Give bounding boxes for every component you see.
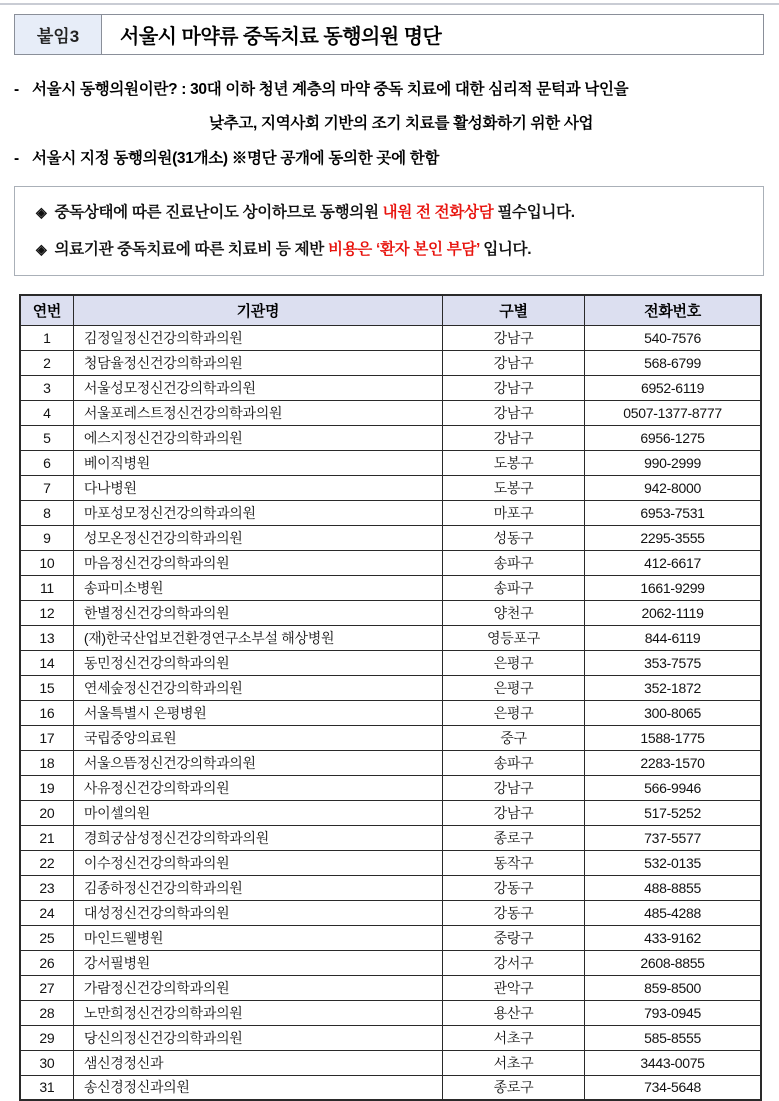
cell-number: 10 bbox=[20, 550, 73, 575]
table-row bbox=[20, 400, 761, 425]
table-row bbox=[20, 1000, 761, 1025]
cell-phone: 3443-0075 bbox=[585, 1050, 761, 1075]
col-header-phone: 전화번호 bbox=[585, 295, 761, 325]
cell-district: 서초구 bbox=[442, 1050, 584, 1075]
cell-district: 종로구 bbox=[442, 825, 584, 850]
table-row bbox=[20, 550, 761, 575]
table-row bbox=[20, 850, 761, 875]
cell-number: 27 bbox=[20, 975, 73, 1000]
cell-phone: 942-8000 bbox=[585, 475, 761, 500]
cell-phone: 6956-1275 bbox=[585, 425, 761, 450]
cell-phone: 300-8065 bbox=[585, 700, 761, 725]
cell-institution: 샘신경정신과 bbox=[73, 1050, 442, 1075]
table-row bbox=[20, 750, 761, 775]
cell-number: 17 bbox=[20, 725, 73, 750]
cell-institution: 마포성모정신건강의학과의원 bbox=[73, 500, 442, 525]
cell-phone: 2062-1119 bbox=[585, 600, 761, 625]
notice-1-pre: 중독상태에 따른 진료난이도 상이하므로 동행의원 bbox=[54, 204, 383, 221]
page-title: 서울시 마약류 중독치료 동행의원 명단 bbox=[120, 26, 442, 48]
title-band bbox=[14, 14, 764, 55]
notice-box bbox=[14, 186, 764, 276]
cell-number: 21 bbox=[20, 825, 73, 850]
cell-number: 5 bbox=[20, 425, 73, 450]
attachment-badge: 붙임3 bbox=[15, 15, 102, 54]
table-row bbox=[20, 975, 761, 1000]
cell-institution: 대성정신건강의학과의원 bbox=[73, 900, 442, 925]
cell-institution: 경희궁삼성정신건강의학과의원 bbox=[73, 825, 442, 850]
cell-district: 은평구 bbox=[442, 675, 584, 700]
dash-bullet: - bbox=[14, 81, 19, 98]
table-row bbox=[20, 525, 761, 550]
cell-number: 1 bbox=[20, 325, 73, 350]
cell-phone: 532-0135 bbox=[585, 850, 761, 875]
cell-district: 영등포구 bbox=[442, 625, 584, 650]
cell-district: 송파구 bbox=[442, 750, 584, 775]
cell-institution: 마인드웰병원 bbox=[73, 925, 442, 950]
cell-phone: 585-8555 bbox=[585, 1025, 761, 1050]
intro-bullet-2-text: 서울시 지정 동행의원(31개소) ※명단 공개에 동의한 곳에 한함 bbox=[32, 150, 440, 167]
table-row bbox=[20, 950, 761, 975]
table-row bbox=[20, 1075, 761, 1100]
cell-institution: 동민정신건강의학과의원 bbox=[73, 650, 442, 675]
cell-phone: 517-5252 bbox=[585, 800, 761, 825]
cell-district: 동작구 bbox=[442, 850, 584, 875]
clinic-table bbox=[19, 294, 762, 1101]
cell-district: 은평구 bbox=[442, 700, 584, 725]
cell-phone: 485-4288 bbox=[585, 900, 761, 925]
cell-district: 강남구 bbox=[442, 425, 584, 450]
cell-institution: 한별정신건강의학과의원 bbox=[73, 600, 442, 625]
cell-phone: 6952-6119 bbox=[585, 375, 761, 400]
table-row bbox=[20, 625, 761, 650]
cell-district: 강남구 bbox=[442, 350, 584, 375]
dash-bullet: - bbox=[14, 150, 19, 167]
notice-2-highlight: 비용은 ‘환자 본인 부담’ bbox=[327, 241, 480, 258]
cell-institution: 마이셀의원 bbox=[73, 800, 442, 825]
intro-bullet-1-text bbox=[32, 79, 628, 134]
notice-2-pre: 의료기관 중독치료에 따른 치료비 등 제반 bbox=[54, 241, 328, 258]
col-header-number: 연번 bbox=[20, 295, 73, 325]
cell-district: 중구 bbox=[442, 725, 584, 750]
intro-bullet-1-line-1: 서울시 동행의원이란? : 30대 이하 청년 계층의 마약 중독 치료에 대한 심리적 문턱과 낙인을 bbox=[32, 81, 629, 98]
cell-number: 3 bbox=[20, 375, 73, 400]
cell-district: 송파구 bbox=[442, 575, 584, 600]
cell-institution: 서울으뜸정신건강의학과의원 bbox=[73, 750, 442, 775]
cell-number: 23 bbox=[20, 875, 73, 900]
cell-phone: 6953-7531 bbox=[585, 500, 761, 525]
cell-district: 강남구 bbox=[442, 325, 584, 350]
cell-district: 송파구 bbox=[442, 550, 584, 575]
cell-number: 31 bbox=[20, 1075, 73, 1100]
cell-number: 6 bbox=[20, 450, 73, 475]
cell-number: 7 bbox=[20, 475, 73, 500]
table-row bbox=[20, 725, 761, 750]
cell-institution: 서울성모정신건강의학과의원 bbox=[73, 375, 442, 400]
table-row bbox=[20, 1050, 761, 1075]
cell-number: 30 bbox=[20, 1050, 73, 1075]
cell-district: 강동구 bbox=[442, 900, 584, 925]
cell-district: 성동구 bbox=[442, 525, 584, 550]
notice-line-2 bbox=[36, 239, 753, 260]
table-header-row bbox=[20, 295, 761, 325]
cell-number: 15 bbox=[20, 675, 73, 700]
notice-1-post: 필수입니다. bbox=[493, 204, 575, 221]
cell-number: 16 bbox=[20, 700, 73, 725]
notice-1-highlight: 내원 전 전화상담 bbox=[382, 204, 494, 221]
cell-institution: 노만희정신건강의학과의원 bbox=[73, 1000, 442, 1025]
cell-phone: 488-8855 bbox=[585, 875, 761, 900]
intro-bullet-1-line-2: 낮추고, 지역사회 기반의 조기 치료를 활성화하기 위한 사업 bbox=[209, 115, 594, 132]
cell-phone: 566-9946 bbox=[585, 775, 761, 800]
table-row bbox=[20, 500, 761, 525]
cell-phone: 990-2999 bbox=[585, 450, 761, 475]
cell-district: 용산구 bbox=[442, 1000, 584, 1025]
cell-phone: 737-5577 bbox=[585, 825, 761, 850]
cell-phone: 568-6799 bbox=[585, 350, 761, 375]
cell-phone: 540-7576 bbox=[585, 325, 761, 350]
cell-institution: (재)한국산업보건환경연구소부설 해상병원 bbox=[73, 625, 442, 650]
cell-number: 19 bbox=[20, 775, 73, 800]
cell-number: 14 bbox=[20, 650, 73, 675]
top-divider bbox=[0, 3, 779, 5]
cell-phone: 352-1872 bbox=[585, 675, 761, 700]
table-row bbox=[20, 800, 761, 825]
cell-district: 강남구 bbox=[442, 775, 584, 800]
cell-number: 4 bbox=[20, 400, 73, 425]
cell-number: 22 bbox=[20, 850, 73, 875]
cell-district: 강남구 bbox=[442, 400, 584, 425]
diamond-bullet-icon: ◈ bbox=[36, 241, 47, 257]
cell-district: 관악구 bbox=[442, 975, 584, 1000]
cell-institution: 김종하정신건강의학과의원 bbox=[73, 875, 442, 900]
cell-number: 29 bbox=[20, 1025, 73, 1050]
cell-number: 26 bbox=[20, 950, 73, 975]
diamond-bullet-icon: ◈ bbox=[36, 204, 47, 220]
cell-number: 25 bbox=[20, 925, 73, 950]
cell-number: 20 bbox=[20, 800, 73, 825]
table-row bbox=[20, 825, 761, 850]
table-row bbox=[20, 900, 761, 925]
cell-number: 13 bbox=[20, 625, 73, 650]
cell-institution: 마음정신건강의학과의원 bbox=[73, 550, 442, 575]
table-row bbox=[20, 675, 761, 700]
cell-number: 24 bbox=[20, 900, 73, 925]
intro-bullet-2 bbox=[14, 148, 765, 169]
table-row bbox=[20, 325, 761, 350]
cell-district: 강남구 bbox=[442, 800, 584, 825]
table-row bbox=[20, 350, 761, 375]
notice-line-1 bbox=[36, 202, 753, 223]
clinic-table-wrap bbox=[19, 294, 762, 1101]
cell-district: 종로구 bbox=[442, 1075, 584, 1100]
cell-institution: 청담율정신건강의학과의원 bbox=[73, 350, 442, 375]
table-row bbox=[20, 600, 761, 625]
cell-phone: 734-5648 bbox=[585, 1075, 761, 1100]
cell-phone: 859-8500 bbox=[585, 975, 761, 1000]
table-row bbox=[20, 875, 761, 900]
intro-bullet-1 bbox=[14, 79, 765, 134]
cell-phone: 1588-1775 bbox=[585, 725, 761, 750]
cell-phone: 433-9162 bbox=[585, 925, 761, 950]
cell-number: 9 bbox=[20, 525, 73, 550]
cell-institution: 국립중앙의료원 bbox=[73, 725, 442, 750]
intro-section bbox=[14, 79, 765, 169]
cell-institution: 서울포레스트정신건강의학과의원 bbox=[73, 400, 442, 425]
col-header-institution: 기관명 bbox=[73, 295, 442, 325]
cell-district: 도봉구 bbox=[442, 450, 584, 475]
cell-number: 11 bbox=[20, 575, 73, 600]
cell-institution: 다나병원 bbox=[73, 475, 442, 500]
cell-number: 28 bbox=[20, 1000, 73, 1025]
table-row bbox=[20, 375, 761, 400]
table-row bbox=[20, 450, 761, 475]
table-row bbox=[20, 650, 761, 675]
cell-institution: 사유정신건강의학과의원 bbox=[73, 775, 442, 800]
table-row bbox=[20, 1025, 761, 1050]
cell-district: 양천구 bbox=[442, 600, 584, 625]
cell-institution: 서울특별시 은평병원 bbox=[73, 700, 442, 725]
cell-phone: 793-0945 bbox=[585, 1000, 761, 1025]
cell-institution: 가람정신건강의학과의원 bbox=[73, 975, 442, 1000]
notice-2-post: 입니다. bbox=[479, 241, 532, 258]
cell-number: 12 bbox=[20, 600, 73, 625]
cell-district: 강남구 bbox=[442, 375, 584, 400]
cell-phone: 2608-8855 bbox=[585, 950, 761, 975]
cell-phone: 1661-9299 bbox=[585, 575, 761, 600]
cell-phone: 412-6617 bbox=[585, 550, 761, 575]
cell-phone: 844-6119 bbox=[585, 625, 761, 650]
cell-institution: 베이직병원 bbox=[73, 450, 442, 475]
cell-institution: 김정일정신건강의학과의원 bbox=[73, 325, 442, 350]
cell-phone: 2283-1570 bbox=[585, 750, 761, 775]
col-header-district: 구별 bbox=[442, 295, 584, 325]
table-row bbox=[20, 925, 761, 950]
cell-institution: 송신경정신과의원 bbox=[73, 1075, 442, 1100]
cell-institution: 에스지정신건강의학과의원 bbox=[73, 425, 442, 450]
cell-phone: 2295-3555 bbox=[585, 525, 761, 550]
cell-phone: 0507-1377-8777 bbox=[585, 400, 761, 425]
cell-institution: 이수정신건강의학과의원 bbox=[73, 850, 442, 875]
cell-number: 8 bbox=[20, 500, 73, 525]
cell-district: 서초구 bbox=[442, 1025, 584, 1050]
table-row bbox=[20, 475, 761, 500]
table-row bbox=[20, 575, 761, 600]
cell-institution: 강서필병원 bbox=[73, 950, 442, 975]
table-row bbox=[20, 775, 761, 800]
cell-number: 2 bbox=[20, 350, 73, 375]
cell-institution: 당신의정신건강의학과의원 bbox=[73, 1025, 442, 1050]
cell-district: 마포구 bbox=[442, 500, 584, 525]
table-row bbox=[20, 425, 761, 450]
cell-institution: 성모온정신건강의학과의원 bbox=[73, 525, 442, 550]
cell-phone: 353-7575 bbox=[585, 650, 761, 675]
cell-district: 중랑구 bbox=[442, 925, 584, 950]
cell-district: 은평구 bbox=[442, 650, 584, 675]
cell-district: 강서구 bbox=[442, 950, 584, 975]
cell-district: 도봉구 bbox=[442, 475, 584, 500]
table-row bbox=[20, 700, 761, 725]
cell-institution: 연세숲정신건강의학과의원 bbox=[73, 675, 442, 700]
cell-number: 18 bbox=[20, 750, 73, 775]
cell-institution: 송파미소병원 bbox=[73, 575, 442, 600]
cell-district: 강동구 bbox=[442, 875, 584, 900]
